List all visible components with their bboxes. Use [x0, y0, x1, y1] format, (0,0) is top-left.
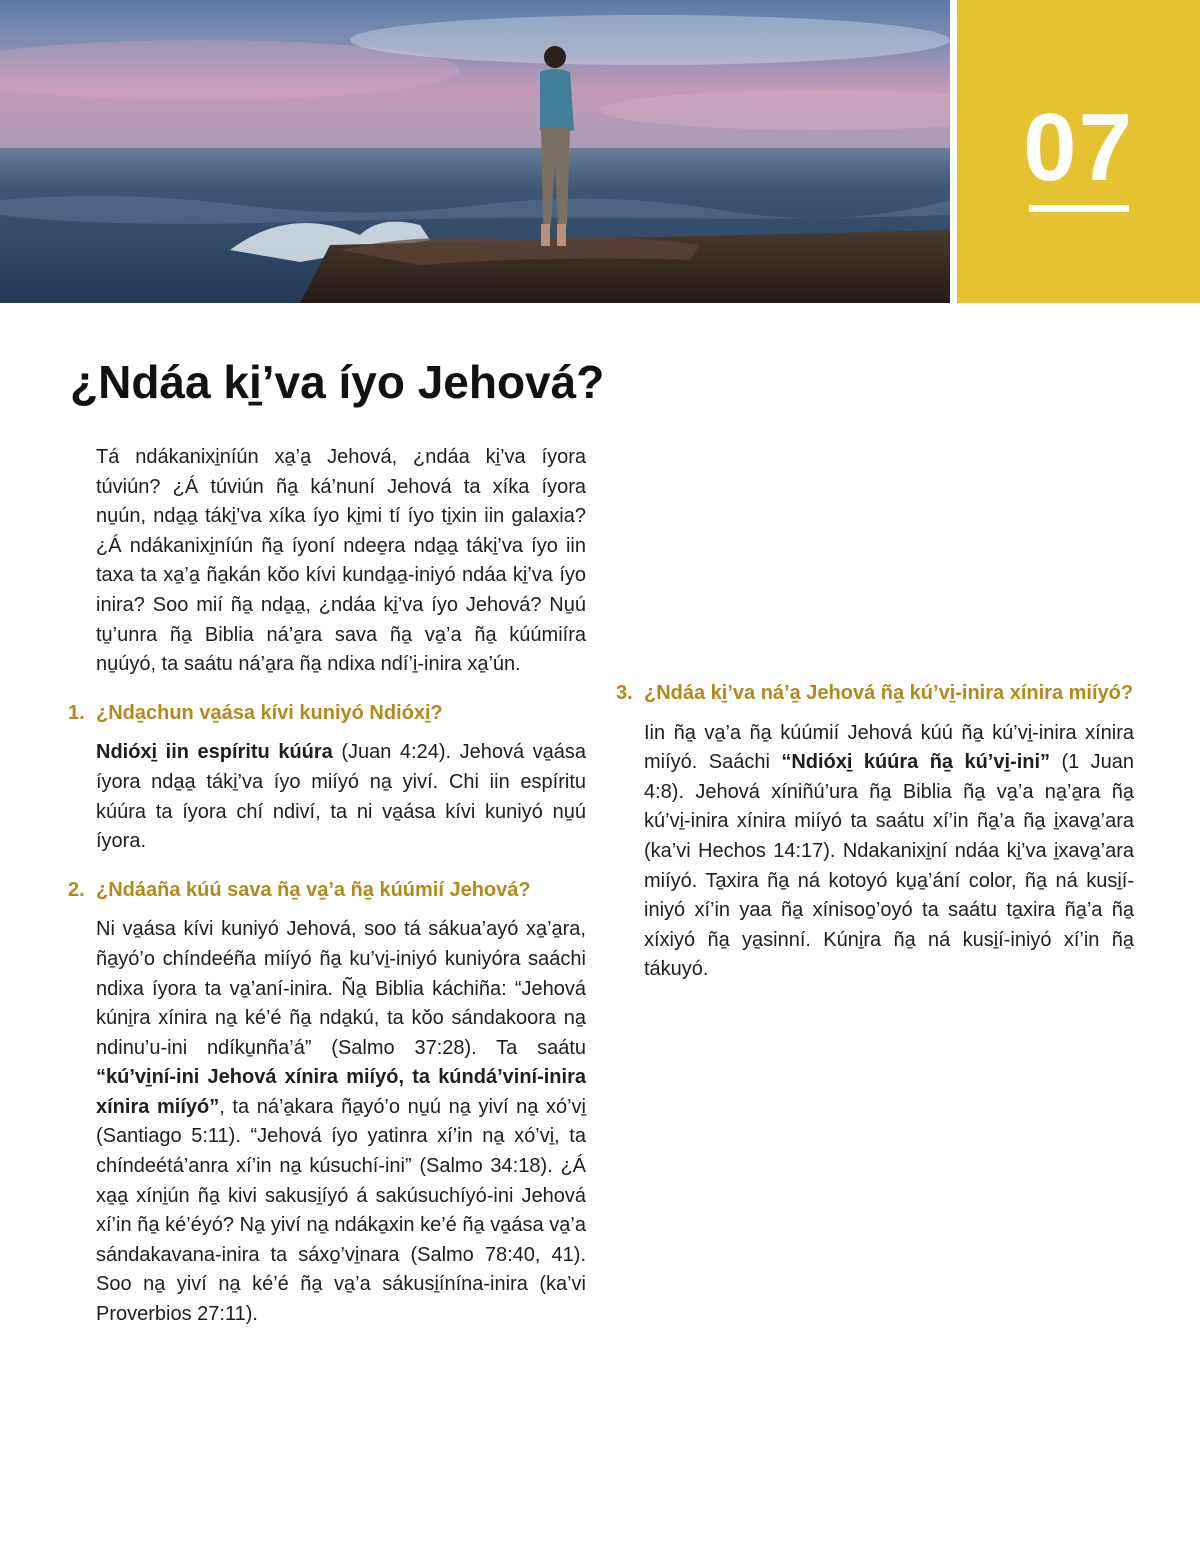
question-2-heading: [68, 876, 586, 906]
question-2-title: ¿Ndáaña kúú sava ña̱ va̱’a ña̱ kúúmií Jehová?: [96, 878, 531, 901]
question-2-bold: “kú’vi̱ní-ini Jehová xínira miíyó, ta kúndá’viní-inira xínira miíyó”: [96, 1066, 586, 1118]
question-1-answer: [96, 738, 586, 856]
question-1-bold: Ndióxi̱ iin espíritu kúúra: [96, 741, 333, 764]
question-3-heading: [616, 679, 1134, 709]
question-3-body-1: Iin ña̱ va̱’a ña̱ kúúmií Jehová kúú ña̱ kú’vi̱-inira xínira miíyó. Saáchi: [644, 721, 1134, 774]
question-3-body-2: (1 Juan 4:8). Jehová xíniñú’ura ña̱ Biblia ña̱ va̱’a na̱’a̱ra ña̱ kú’vi̱-inira xínira miíyó ta saátu xí’in ña̱’a ña̱ i̱xava̱’ara (ka’vi Hechos 14:17). Ndakanixi̱ní ndáa ki̱’va i̱xava̱’ara miíyó. Ta̱xira ña̱ ná kotoyó ku̱a̱’ání color, ña̱ ná kusi̱í-iniyó xí’in yaa ña̱ xínisoo̱’oyó ta saátu ta̱xira ña̱’a ña̱ xíxiyó ña̱ ya̱sinní. Kúni̱ra ña̱ ná kusi̱í-iniyó xí’in ña̱ tákuyó.: [644, 751, 1135, 981]
question-1-number: 1.: [68, 701, 85, 724]
question-3-bold: “Ndióxi̱ kúúra ña̱ kú’vi̱-ini”: [781, 751, 1051, 774]
question-1-title: ¿Nda̱chun va̱ása kívi kuniyó Ndióxi̱?: [96, 701, 443, 724]
left-column: [68, 443, 587, 1330]
lesson-number: 07: [1023, 94, 1134, 201]
hero-image: [0, 0, 950, 303]
sea-landscape-illustration: [0, 0, 950, 303]
question-3-answer: [644, 719, 1134, 985]
question-2-answer: [96, 915, 586, 1329]
intro-paragraph: Tá ndákanixi̱níún xa̱’a̱ Jehová, ¿ndáa ki̱’va íyora túviún? ¿Á túviún ña̱ ká’nuní Jehová ta xíka íyora nu̱ún, nda̱a̱ táki̱’va xíka íyo ki̱mi tí íyo ti̱xin iin galaxia? ¿Á ndákanixi̱níún ña̱ íyoní ndee̱ra nda̱a̱ táki̱’va íyo iin taxa ta xa̱’a̱ ña̱kán kǒo kívi kunda̱a̱-iniyó ndáa ki̱’va íyo inira? Soo mií ña̱ nda̱a̱, ¿ndáa ki̱’va íyo Jehová? Nu̱ú tu̱’unra ña̱ Biblia ná’a̱ra sava ña̱ va̱’a ña̱ kúúmiíra nu̱úyó, ta saátu ná’a̱ra ña̱ ndixa ndí’i̱-inira xa̱’ún.: [96, 446, 586, 676]
question-2-body-1: Ni va̱ása kívi kuniyó Jehová, soo tá sákua’ayó xa̱’a̱ra, ña̱yó’o chíndeéña miíyó ña̱ ku’vi̱-iniyó kuniyóra saáchi ndixa íyora ta va̱’aní-inira. Ña̱ Biblia káchiña: “Jehová kúni̱ra xínira na̱ ké’é ña̱ nda̱kú, ta kǒo sándakoora na̱ ndinu’u-ini ndíku̱nña’á” (Salmo 37:28). Ta saátu: [96, 918, 586, 1059]
question-3-title: ¿Ndáa ki̱’va ná’a̱ Jehová ña̱ kú’vi̱-inira xínira miíyó?: [644, 682, 1134, 704]
question-3-number: 3.: [616, 682, 633, 704]
question-1-body: (Juan 4:24). Jehová va̱ása íyora nda̱a̱ táki̱’va íyo miíyó na̱ yiví. Chi iin espíritu kúúra ta íyora chí ndiví, ta ni va̱ása kívi kuniyó nu̱ú íyora.: [96, 741, 586, 853]
question-2-body-2: , ta ná’a̱kara ña̱yó’o nu̱ú na̱ yiví na̱ xó’vi̱ (Santiago 5:11). “Jehová íyo yatinra xí’in na̱ xó’vi̱, ta chíndeétá’anra xí’in na̱ kúsuchí-ini” (Salmo 34:18). ¿Á xa̱a̱ xíni̱ún ña̱ kivi sakusi̱íyó á sakúsuchíyó-ini Jehová xí’in ña̱ ké’éyó? Na̱ yiví na̱ ndáka̱xin ke’é ña̱ va̱ása va̱’a sándakavana-inira ta sáxo̱’vi̱nara (Salmo 78:40, 41). Soo na̱ yiví na̱ ké’é ña̱ va̱’a sákusi̱ínína-inira (ka’vi Proverbios 27:11).: [96, 1095, 587, 1326]
badge-underline: [1029, 205, 1129, 212]
question-2-number: 2.: [68, 878, 85, 901]
page-title: ¿Ndáa ki̱’va íyo Jehová?: [70, 356, 605, 408]
question-1-heading: [68, 699, 586, 729]
lesson-number-badge: [957, 0, 1200, 303]
right-column: [616, 443, 1135, 985]
